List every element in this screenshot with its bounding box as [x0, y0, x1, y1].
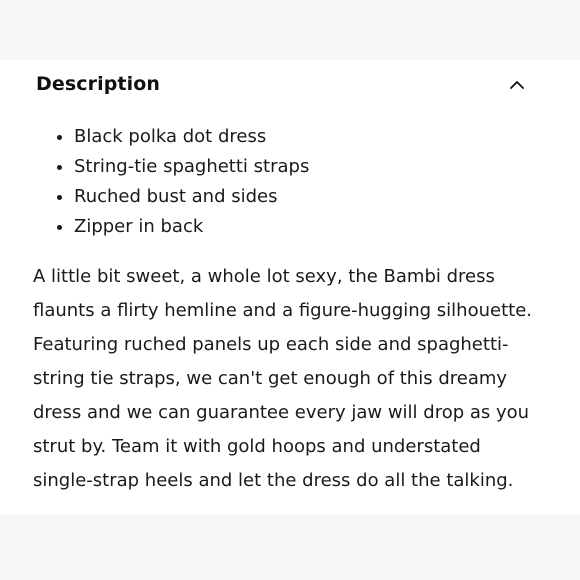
description-card [0, 60, 580, 515]
list-item: • Zipper in back [74, 212, 309, 242]
list-item: • String-tie spaghetti straps [74, 152, 309, 182]
chevron-up-icon[interactable] [508, 75, 526, 93]
list-item: • Ruched bust and sides [74, 182, 309, 212]
description-accordion-header[interactable] [36, 70, 536, 98]
accordion-title: Description [36, 73, 160, 95]
feature-list [50, 122, 309, 242]
description-paragraph: A little bit sweet, a whole lot sexy, the Bambi dress flaunts a flirty hemline and a figure-hugging silhouette. Featuring ruched panels up each side and spaghetti-string tie straps, we can't get enough of this dreamy dress and we can guarantee every jaw will drop as you strut by. Team it with gold hoops and understated single-strap heels and let the dress do all the talking. [33, 266, 532, 491]
list-item: • Black polka dot dress [74, 122, 309, 152]
